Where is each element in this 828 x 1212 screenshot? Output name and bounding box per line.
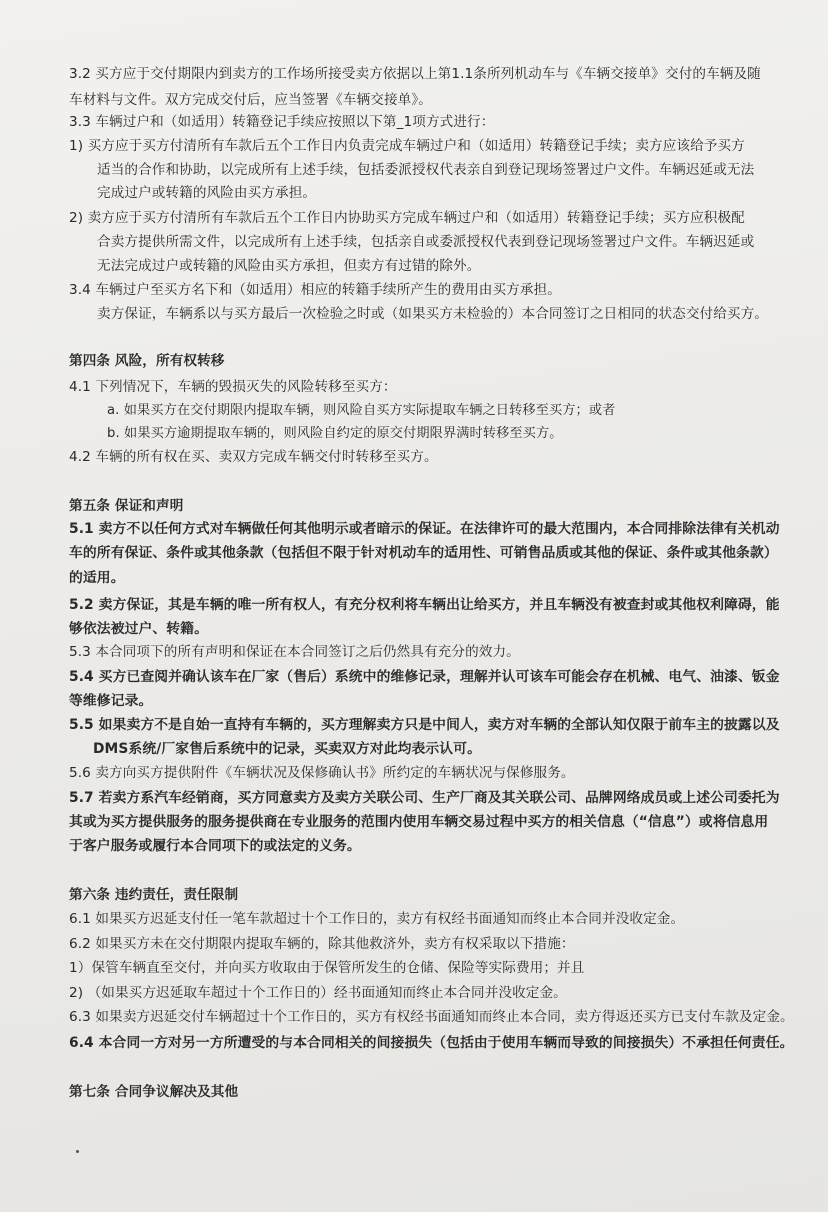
clause-3-2-line-2: 车材料与文件。双方完成交付后，应当签署《车辆交接单》。 <box>69 92 432 108</box>
clause-6-3: 6.3 如果卖方迟延交付车辆超过十个工作日的，买方有权经书面通知而终止本合同，卖方得返还买方已支付车款及定金。 <box>69 1009 794 1025</box>
clause-5-5-line-2: DMS系统/厂家售后系统中的记录，买卖双方对此均表示认可。 <box>93 741 481 757</box>
clause-5-1-line-2: 车的所有保证、条件或其他条款（包括但不限于针对机动车的适用性、可销售品质或其他的保证、条件或其他条款） <box>69 545 778 561</box>
clause-5-1-line-1: 5.1 卖方不以任何方式对车辆做任何其他明示或者暗示的保证。在法律许可的最大范围内，本合同排除法律有关机动 <box>69 521 780 537</box>
clause-3-3-option-1-line-3: 完成过户或转籍的风险由买方承担。 <box>97 185 317 201</box>
clause-3-4: 3.4 车辆过户至买方名下和（如适用）相应的转籍手续所产生的费用由买方承担。 <box>69 282 561 298</box>
clause-4-1-a: a. 如果买方在交付期限内提取车辆，则风险自买方实际提取车辆之日转移至买方；或者 <box>107 403 616 418</box>
clause-5-2-line-1: 5.2 卖方保证，其是车辆的唯一所有权人，有充分权利将车辆出让给买方，并且车辆没有被查封或其他权利障碍，能 <box>69 597 780 613</box>
article-5-heading: 第五条 保证和声明 <box>69 498 184 514</box>
clause-5-7-line-2: 其或为买方提供服务的服务提供商在专业服务的范围内使用车辆交易过程中买方的相关信息（“信息”）或将信息用 <box>69 814 769 830</box>
clause-4-1: 4.1 下列情况下，车辆的毁损灭失的风险转移至买方： <box>69 379 397 395</box>
clause-5-2-line-2: 够依法被过户、转籍。 <box>69 621 208 637</box>
clause-6-2-measure-2: 2) （如果买方迟延取车超过十个工作日的）经书面通知而终止本合同并没收定金。 <box>69 985 567 1001</box>
clause-5-1-line-3: 的适用。 <box>69 570 125 586</box>
clause-3-3-option-1-line-1: 1) 买方应于买方付清所有车款后五个工作日内负责完成车辆过户和（如适用）转籍登记手续；卖方应该给予买方 <box>69 138 745 154</box>
clause-4-1-b: b. 如果买方逾期提取车辆的，则风险自约定的原交付期限界满时转移至买方。 <box>107 426 563 441</box>
seller-warranty-statement: 卖方保证，车辆系以与买方最后一次检验之时或（如果买方未检验的）本合同签订之日相同的状态交付给买方。 <box>97 306 768 322</box>
clause-5-4-line-1: 5.4 买方已查阅并确认该车在厂家（售后）系统中的维修记录，理解并认可该车可能会存在机械、电气、油漆、钣金 <box>69 669 780 685</box>
clause-5-7-line-1: 5.7 若卖方系汽车经销商，买方同意卖方及卖方关联公司、生产厂商及其关联公司、品牌网络成员或上述公司委托为 <box>69 790 780 806</box>
clause-3-3-option-2-line-1: 2) 卖方应于买方付清所有车款后五个工作日内协助买方完成车辆过户和（如适用）转籍登记手续；买方应积极配 <box>69 210 745 226</box>
clause-6-1: 6.1 如果买方迟延支付任一笔车款超过十个工作日的，卖方有权经书面通知而终止本合同并没收定金。 <box>69 911 685 927</box>
clause-5-7-line-3: 于客户服务或履行本合同项下的或法定的义务。 <box>69 838 361 854</box>
article-4-heading: 第四条 风险，所有权转移 <box>69 353 225 369</box>
clause-6-2-measure-1: 1）保管车辆直至交付，并向买方收取由于保管所发生的仓储、保险等实际费用；并且 <box>69 960 585 976</box>
clause-5-5-line-1: 5.5 如果卖方不是自始一直持有车辆的，买方理解卖方只是中间人，卖方对车辆的全部认知仅限于前车主的披露以及 <box>69 717 780 733</box>
clause-6-4: 6.4 本合同一方对另一方所遭受的与本合同相关的间接损失（包括由于使用车辆而导致的间接损失）不承担任何责任。 <box>69 1035 794 1051</box>
clause-3-3: 3.3 车辆过户和（如适用）转籍登记手续应按照以下第_1项方式进行： <box>69 114 495 130</box>
clause-3-3-option-2-line-2: 合卖方提供所需文件，以完成所有上述手续，包括亲自或委派授权代表到登记现场签署过户文件。车辆迟延或 <box>97 234 755 250</box>
clause-3-3-option-2-line-3: 无法完成过户或转籍的风险由买方承担，但卖方有过错的除外。 <box>97 258 481 274</box>
article-7-heading: 第七条 合同争议解决及其他 <box>69 1084 239 1100</box>
clause-6-2: 6.2 如果买方未在交付期限内提取车辆的，除其他救济外，卖方有权采取以下措施： <box>69 936 575 952</box>
clause-4-2: 4.2 车辆的所有权在买、卖双方完成车辆交付时转移至买方。 <box>69 449 438 465</box>
clause-5-6: 5.6 卖方向买方提供附件《车辆状况及保修确认书》所约定的车辆状况与保修服务。 <box>69 765 575 781</box>
article-6-heading: 第六条 违约责任，责任限制 <box>69 887 239 903</box>
clause-3-3-option-1-line-2: 适当的合作和协助，以完成所有上述手续，包括委派授权代表亲自到登记现场签署过户文件。车辆迟延或无法 <box>97 162 755 178</box>
clause-5-4-line-2: 等维修记录。 <box>69 693 153 709</box>
clause-5-3: 5.3 本合同项下的所有声明和保证在本合同签订之后仍然具有充分的效力。 <box>69 644 520 660</box>
ink-dot <box>76 1150 79 1153</box>
clause-3-2-line-1: 3.2 买方应于交付期限内到卖方的工作场所接受卖方依据以上第1.1条所列机动车与《车辆交接单》交付的车辆及随 <box>69 66 761 82</box>
